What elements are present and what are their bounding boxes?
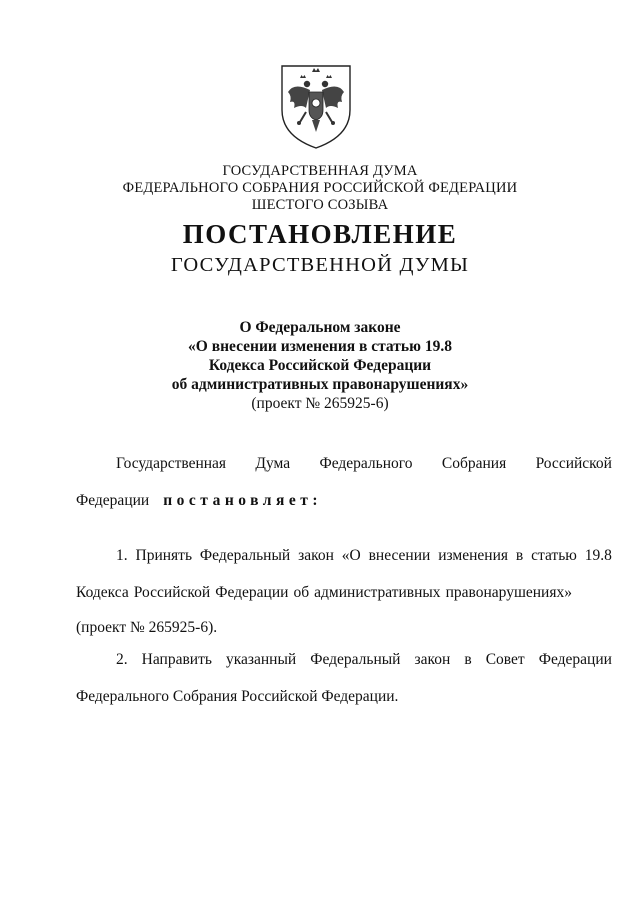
word: Федеральный (199, 547, 291, 564)
word: изменения (438, 547, 508, 564)
issuer-line-2: ФЕДЕРАЛЬНОГО СОБРАНИЯ РОССИЙСКОЙ ФЕДЕРАЦИИ (122, 180, 518, 196)
word: 1. (116, 547, 128, 564)
intro-line-1 (76, 454, 612, 473)
word: Российской (535, 455, 612, 472)
item-2-line-1 (76, 650, 612, 669)
item-1-line-3: (проект № 265925-6). (76, 619, 218, 636)
word: Федеральный (310, 651, 401, 668)
item-1-line-2 (76, 583, 572, 602)
word: Совет (485, 651, 525, 668)
intro-subject-end: Федерации (76, 492, 150, 509)
issuer-line-3: ШЕСТОГО СОЗЫВА (251, 197, 389, 213)
word: Дума (255, 455, 291, 472)
word: Направить (141, 651, 212, 668)
intro-line-2 (76, 491, 572, 510)
word: правонарушениях» (445, 584, 572, 601)
coat-of-arms-emblem (276, 62, 356, 152)
word: в (464, 651, 472, 668)
word: Российской (133, 584, 211, 601)
word: об (293, 584, 310, 601)
decree-word: постановляет: (163, 492, 323, 509)
word: 2. (116, 651, 128, 668)
issuer-line-1: ГОСУДАРСТВЕННАЯ ДУМА (222, 163, 418, 179)
word: закон (414, 651, 451, 668)
word: Федерации (215, 584, 289, 601)
word: в (515, 547, 524, 564)
document-title: ПОСТАНОВЛЕНИЕ (182, 219, 458, 249)
word: «О (341, 547, 361, 564)
word: Принять (135, 547, 193, 564)
word: административных (314, 584, 441, 601)
word: закон (298, 547, 334, 564)
item-2-line-2: Федерального Собрания Российской Федерации. (76, 688, 399, 705)
word: указанный (225, 651, 297, 668)
word: Федерального (319, 455, 413, 472)
word: статью (531, 547, 577, 564)
word: внесении (368, 547, 431, 564)
law-line-3: Кодекса Российской Федерации (208, 357, 432, 374)
issuer-header (0, 163, 640, 214)
item-1-line-1 (76, 546, 612, 565)
law-line-2: «О внесении изменения в статью 19.8 (188, 338, 452, 355)
word: 19.8 (584, 547, 612, 564)
law-reference (0, 318, 640, 413)
document-subtitle: ГОСУДАРСТВЕННОЙ ДУМЫ (170, 254, 470, 276)
word: Собрания (441, 455, 507, 472)
law-draft-number: (проект № 265925-6) (251, 395, 389, 412)
word: Федерации (538, 651, 612, 668)
word: Кодекса (76, 584, 129, 601)
law-line-1: О Федеральном законе (239, 319, 401, 336)
word: Государственная (116, 455, 227, 472)
law-line-4: об административных правонарушениях» (171, 376, 469, 393)
